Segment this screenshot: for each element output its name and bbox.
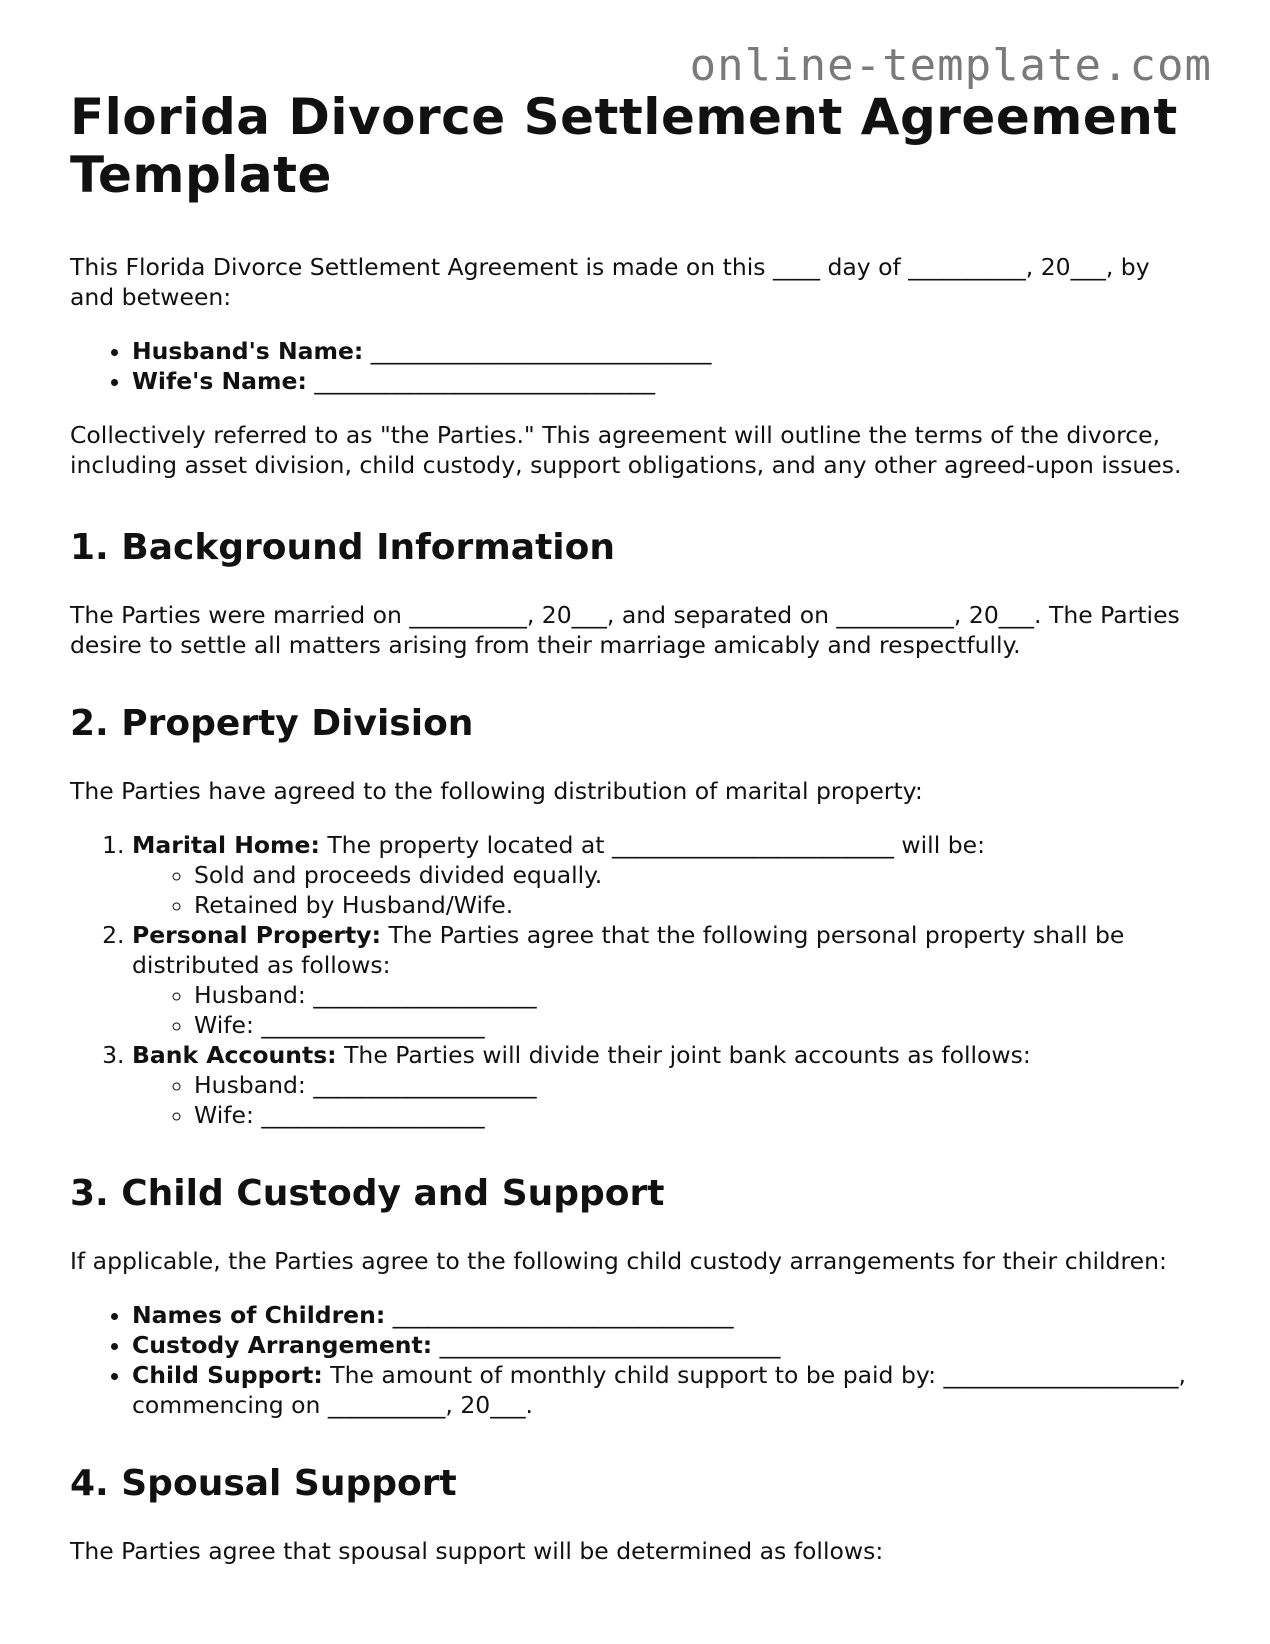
marital-home-text: The property located at ________________________ will be:: [319, 831, 985, 859]
document-page: [70, 88, 1200, 1590]
custody-arrangement-blank: _____________________________: [432, 1331, 781, 1359]
document-title: Florida Divorce Settlement Agreement Template: [70, 88, 1178, 204]
property-list: [70, 830, 1200, 1130]
custody-list: [70, 1300, 1200, 1420]
property-intro: The Parties have agreed to the following distribution of marital property:: [70, 777, 923, 805]
husband-name-blank: _____________________________: [363, 337, 712, 365]
personal-property-label: Personal Property:: [132, 921, 381, 949]
parties-list: [70, 336, 1200, 396]
child-support-label: Child Support:: [132, 1361, 323, 1389]
section-heading-property: 2. Property Division: [70, 703, 474, 744]
list-item: ◦ Wife: ___________________: [194, 1100, 1200, 1130]
list-item: [132, 920, 1200, 1040]
list-item: ◦ Retained by Husband/Wife.: [194, 890, 1200, 920]
wife-name-label: Wife's Name:: [132, 367, 307, 395]
children-names-blank: _____________________________: [385, 1301, 734, 1329]
section-heading-custody: 3. Child Custody and Support: [70, 1173, 665, 1214]
wife-name-blank: _____________________________: [306, 367, 656, 395]
child-support-text: The amount of monthly child support to be paid by: ____________________, commencing on __________, 20___.: [132, 1361, 1186, 1419]
personal-property-sublist: [132, 980, 1200, 1040]
personal-property-text: The Parties agree that the following personal property shall be distributed as follows:: [132, 921, 1125, 979]
custody-arrangement-label: Custody Arrangement:: [132, 1331, 433, 1359]
intro-paragraph: This Florida Divorce Settlement Agreement is made on this ____ day of __________, 20___, by and between:: [70, 253, 1150, 311]
list-item: [132, 830, 1200, 920]
list-item: ◦ Wife: ___________________: [194, 1010, 1200, 1040]
marital-home-label: Marital Home:: [132, 831, 320, 859]
list-item: ◦ Sold and proceeds divided equally.: [194, 860, 1200, 890]
bank-accounts-text: The Parties will divide their joint bank accounts as follows:: [336, 1041, 1031, 1069]
collective-paragraph: Collectively referred to as "the Parties." This agreement will outline the terms of the divorce, including asset division, child custody, support obligations, and any other agreed-upon issues.: [70, 421, 1182, 479]
list-item: [132, 1300, 1200, 1330]
section-heading-spousal: 4. Spousal Support: [70, 1463, 457, 1504]
custody-intro: If applicable, the Parties agree to the following child custody arrangements for their children:: [70, 1247, 1167, 1275]
section-heading-background: 1. Background Information: [70, 527, 615, 568]
spousal-intro: The Parties agree that spousal support will be determined as follows:: [70, 1537, 884, 1565]
list-item: [132, 1330, 1200, 1360]
bank-accounts-sublist: [132, 1070, 1200, 1130]
list-item: ◦ Husband: ___________________: [194, 1070, 1200, 1100]
list-item: [132, 1360, 1200, 1420]
list-item: [132, 336, 1200, 366]
background-paragraph: The Parties were married on __________, 20___, and separated on __________, 20___. The Parties desire to settle all matters arising from their marriage amicably and respectfully.: [70, 601, 1180, 659]
list-item: ◦ Husband: ___________________: [194, 980, 1200, 1010]
bank-accounts-label: Bank Accounts:: [132, 1041, 337, 1069]
husband-name-label: Husband's Name:: [132, 337, 364, 365]
list-item: [132, 1040, 1200, 1130]
marital-home-sublist: [132, 860, 1200, 920]
children-names-label: Names of Children:: [132, 1301, 386, 1329]
list-item: [132, 366, 1200, 396]
watermark: online-template.com: [689, 40, 1212, 91]
